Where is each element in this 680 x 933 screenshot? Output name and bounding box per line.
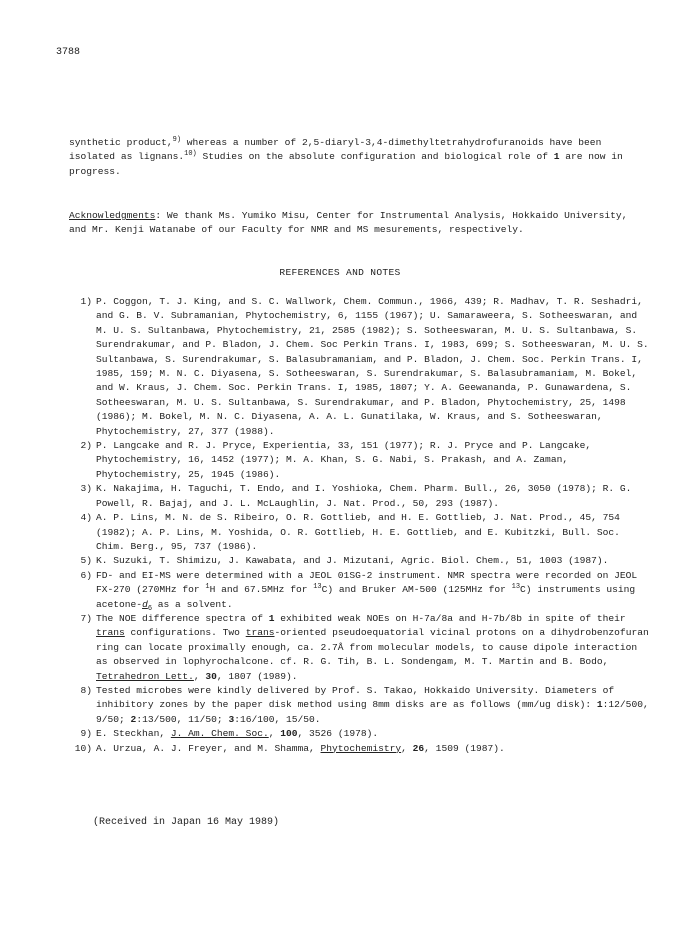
reference-text-part: E. Steckhan,: [96, 728, 171, 740]
compound-number: 1: [553, 151, 560, 163]
intro-text: are now in progress.: [69, 151, 623, 177]
reference-item: [70, 554, 650, 568]
reference-text: A. P. Lins, M. N. de S. Ribeiro, O. R. Gottlieb, and H. E. Gottlieb, J. Nat. Prod., 45, 754 (1982); A. P. Lins, M. Yoshida, O. R. Gottlieb, H. E. Gottlieb, and E. Kubitzki, Bull. Soc. Chim. Berg., 95, 737 (1986).: [96, 512, 620, 552]
reference-number: 9): [80, 728, 92, 740]
trans-term: trans: [245, 627, 275, 639]
reference-text-part: , 1509 (1987).: [424, 742, 505, 754]
intro-text: Studies on the absolute configuration and biological role of: [196, 151, 554, 163]
reference-text-part: H and 67.5MHz for: [209, 584, 314, 596]
reference-text-part: C) instruments using acetone-: [96, 584, 636, 610]
references-heading: REFERENCES AND NOTES: [279, 267, 401, 278]
volume-number: 26: [412, 742, 425, 754]
reference-item: [70, 727, 650, 741]
solvent-subscript: 6: [147, 604, 153, 613]
reference-number: 6): [80, 569, 92, 581]
volume-number: 30: [205, 670, 217, 682]
reference-text-part: as a solvent.: [152, 598, 233, 610]
reference-text-part: -oriented pseudoequatorial vicinal protons on a dihydrobenzofuran ring can locate proximally enough, ca. 2.7Å from molecular models, to cause dipole interaction as observed in lophyrochalcone. cf. R. G. Tih, B. L. Sondengam, M. T. Martin and B. Bodo,: [96, 627, 649, 668]
reference-text: [96, 613, 649, 682]
journal-name: Tetrahedron Lett.: [96, 670, 194, 682]
reference-text: K. Nakajima, H. Taguchi, T. Endo, and I. Yoshioka, Chem. Pharm. Bull., 26, 3050 (1978); R. G. Powell, R. Bajaj, and J. L. McLaughlin, J. Nat. Prod., 50, 293 (1987).: [96, 483, 632, 509]
reference-number: 5): [80, 555, 92, 567]
received-date: (Received in Japan 16 May 1989): [93, 817, 280, 828]
reference-text-part: exhibited weak NOEs on H-7a/8a and H-7b/8b in spite of their: [274, 612, 626, 624]
acknowledgments-text: : We thank Ms. Yumiko Misu, Center for Instrumental Analysis, Hokkaido University, and Mr. Kenji Watanabe of our Faculty for NMR and MS mesurements, respectively.: [69, 210, 628, 236]
reference-text: [96, 685, 649, 725]
reference-text-part: ,: [268, 728, 281, 740]
reference-item: [70, 482, 650, 511]
reference-item: [70, 742, 650, 756]
journal-name: Phytochemistry: [320, 742, 402, 754]
reference-text-part: Tested microbes were kindly delivered by Prof. S. Takao, Hokkaido University. Diameters of inhibitory zones by the paper disk method using 8mm disks are as follows (mm/ug disk):: [96, 684, 615, 711]
reference-text: P. Langcake and R. J. Pryce, Experientia, 33, 151 (1977); R. J. Pryce and P. Langcake, Phytochemistry, 16, 1452 (1977); M. A. Khan, S. G. Nabi, S. Prakash, and A. Zaman, Phytochemistry, 25, 1945 (1986).: [96, 440, 592, 480]
acknowledgments-label: Acknowledgments: [69, 210, 156, 221]
volume-number: 100: [280, 728, 298, 740]
isotope-superscript: 1: [205, 582, 210, 591]
citation-superscript: 9): [172, 135, 182, 144]
intro-paragraph: [69, 136, 639, 179]
reference-text: K. Suzuki, T. Shimizu, J. Kawabata, and J. Mizutani, Agric. Biol. Chem., 51, 1003 (1987).: [96, 555, 609, 567]
solvent-d6: [142, 598, 153, 613]
reference-number: 2): [80, 440, 92, 452]
reference-number: 1): [80, 296, 92, 307]
solvent-d: d: [142, 598, 148, 610]
reference-text-part: ,: [401, 742, 413, 754]
acknowledgments-paragraph: [69, 209, 639, 238]
page-number: 3788: [56, 47, 81, 58]
compound-number: 1: [268, 612, 275, 624]
reference-text-part: A. Urzua, A. J. Freyer, and M. Shamma,: [96, 742, 321, 754]
reference-text-part: The NOE difference spectra of: [96, 612, 269, 624]
reference-item: [70, 612, 650, 684]
reference-number: 8): [80, 684, 92, 696]
reference-text-part: ,: [193, 670, 206, 682]
reference-number: 3): [80, 483, 92, 495]
reference-number: 4): [80, 512, 92, 524]
reference-number: 10): [74, 742, 92, 754]
reference-text: [96, 728, 378, 739]
reference-number: 7): [80, 612, 92, 624]
reference-text: [96, 569, 638, 613]
trans-term: trans: [96, 627, 125, 639]
reference-text-part: , 3526 (1978).: [297, 728, 379, 740]
intro-text: synthetic product,: [69, 137, 173, 148]
reference-text: P. Coggon, T. J. King, and S. C. Wallwork, Chem. Commun., 1966, 439; R. Madhav, T. R. Seshadri, and G. B. V. Subramanian, Phytochemistry, 6, 1155 (1967); U. Samaraweera, S. Sotheeswaran, and M. U. S. Sultanbawa, Phytochemistry, 21, 2585 (1982); S. Sotheeswaran, M. U. S. Sultanbawa, S. Surendrakumar, and P. Bladon, J. Chem. Soc Perkin Trans. I, 1983, 699; S. Sotheeswaran, M. U. S. Sultanbawa, S. Surendrakumar, S. Balasubramaniam, and P. Bladon, J. Chem. Soc. Perkin Trans. I, 1985, 159; M. N. C. Diyasena, S. Sotheeswaran, S. Surendrakumar, S. Balasubramaniam, M. Bokel, and W. Kraus, J. Chem. Soc. Perkin Trans. I, 1985, 1807; Y. A. Geewananda, P. Gunawardena, S. Sotheeswaran, M. U. S. Sultanbawa, S. Surendrakumar, and P. Bladon, Phytochemistry, 25, 1498 (1986); M. Bokel, M. N. C. Diyasena, A. A. L. Gunatilaka, W. Kraus, and S. Sotheeswaran, Phytochemistry, 27, 377 (1988).: [96, 296, 649, 437]
reference-text-part: C) and Bruker AM-500 (125MHz for: [321, 584, 512, 596]
reference-text-part: FD- and EI-MS were determined with a JEOL 01SG-2 instrument. NMR spectra were recorded on JEOL FX-270 (270MHz for: [96, 569, 638, 596]
reference-text-part: :13/500, 11/50;: [136, 713, 229, 725]
compound-number: 1: [596, 699, 603, 711]
compound-number: 2: [130, 713, 137, 725]
reference-text-part: :12/500, 9/50;: [96, 699, 649, 725]
intro-text: whereas a number of 2,5-diaryl-3,4-dimethyltetrahydrofuranoids have been isolated as lignans.: [69, 137, 602, 163]
journal-name: J. Am. Chem. Soc.: [170, 728, 269, 740]
reference-item: [70, 684, 650, 727]
compound-number: 3: [228, 713, 235, 725]
isotope-superscript: 13: [313, 582, 322, 591]
reference-text-part: , 1807 (1989).: [216, 670, 298, 682]
citation-superscript: 10): [184, 150, 197, 159]
reference-text: [96, 743, 505, 754]
reference-text-part: configurations. Two: [124, 627, 246, 639]
isotope-superscript: 13: [511, 582, 521, 591]
reference-item: [70, 439, 650, 482]
reference-item: [70, 569, 650, 612]
reference-text-part: :16/100, 15/50.: [234, 713, 321, 725]
reference-item: [70, 511, 650, 554]
reference-item: [70, 295, 650, 439]
references-list: [70, 295, 650, 756]
